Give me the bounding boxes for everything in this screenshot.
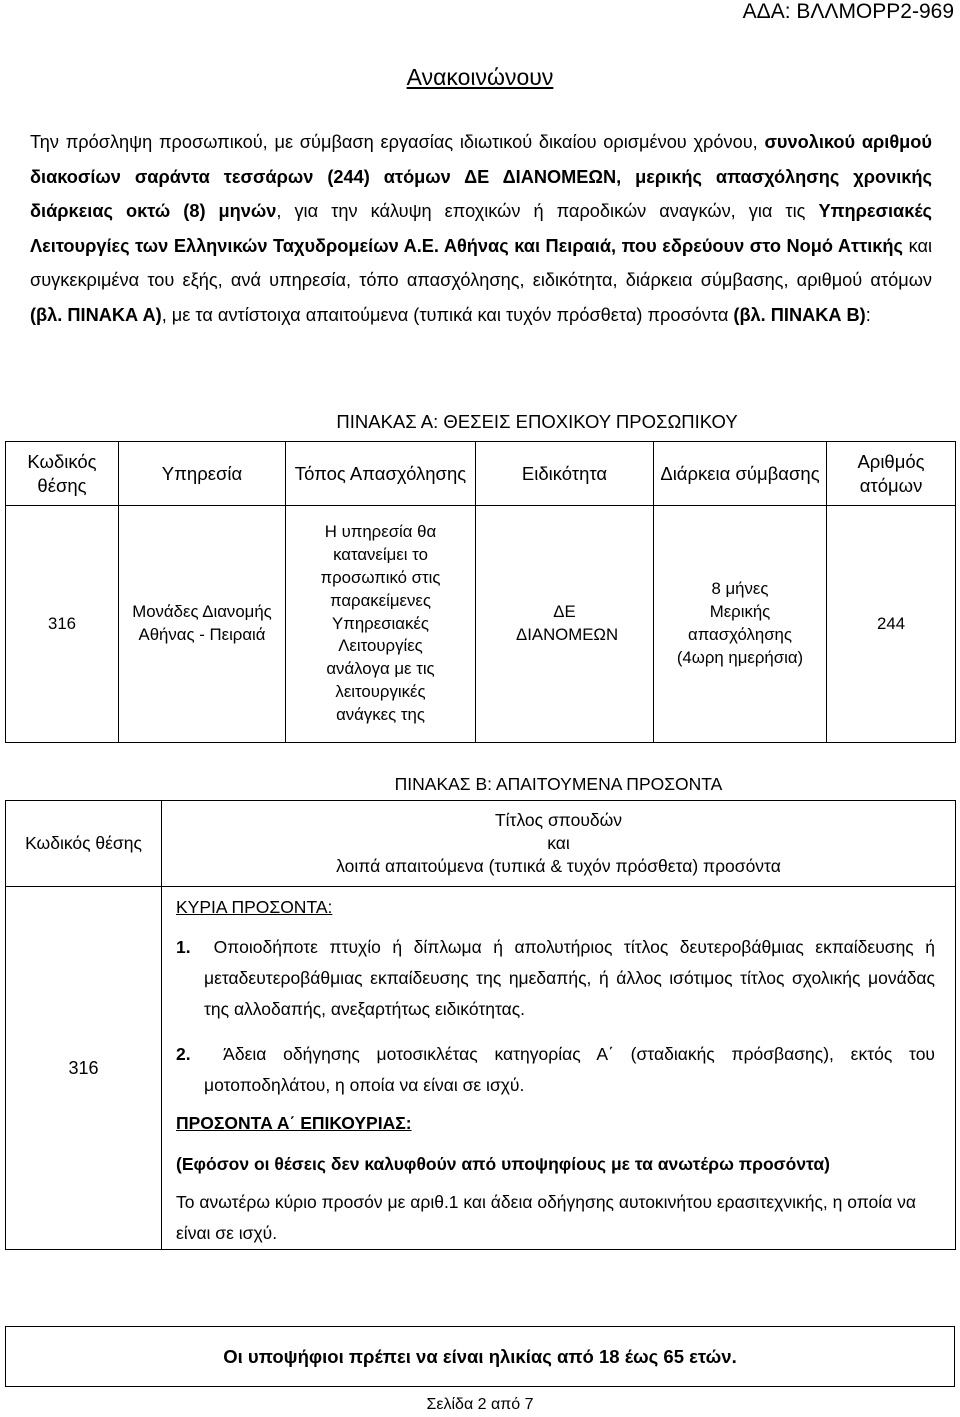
intro-bold-4: (βλ. ΠΙΝΑΚΑ Β) <box>733 304 866 325</box>
duration-line-3: (4ωρη ημερήσια) <box>676 647 804 667</box>
table-b-header-code: Κωδικός θέσης <box>6 801 162 887</box>
intro-text-4: , με τα αντίστοιχα απαιτούμενα (τυπικά και τυχόν πρόσθετα) προσόντα <box>161 304 734 325</box>
table-b-spacer <box>6 768 162 801</box>
item-1-number: 1. <box>176 937 191 957</box>
intro-text-3: και συγκεκριμένα του εξής, ανά υπηρεσία, τόπο απασχόλησης, ειδικότητα, διάρκεια σύμβασης, αριθμού ατόμων <box>30 235 932 290</box>
intro-text-5: : <box>865 304 871 325</box>
item-2-number: 2. <box>176 1044 191 1064</box>
page-number: Σελίδα 2 από 7 <box>426 1396 534 1413</box>
req-header-line-1: Τίτλος σπουδών <box>494 810 623 830</box>
table-a-cell-duration <box>654 506 827 743</box>
intro-bold-2: Υπηρεσιακές Λειτουργίες των Ελληνικών Ταχυδρομείων Α.Ε. Αθήνας και Πειραιά, που εδρεύουν στο Νομό Αττικής <box>30 201 932 256</box>
age-requirement-box: Οι υποψήφιοι πρέπει να είναι ηλικίας από 18 έως 65 ετών. <box>5 1326 955 1387</box>
secondary-qualifications-label: ΠΡΟΣΟΝΤΑ Α΄ ΕΠΙΚΟΥΡΙΑΣ: <box>176 1113 412 1133</box>
secondary-condition: (Εφόσον οι θέσεις δεν καλυφθούν από υποψηφίους με τα ανωτέρω προσόντα) <box>176 1154 830 1174</box>
secondary-text: Το ανωτέρω κύριο προσόν με αριθ.1 και άδεια οδήγησης αυτοκινήτου ερασιτεχνικής, η οποία να είναι σε ισχύ. <box>176 1192 916 1243</box>
table-b-cell-code: 316 <box>6 887 162 1250</box>
table-b-title: ΠΙΝΑΚΑΣ Β: ΑΠΑΙΤΟΥΜΕΝΑ ΠΡΟΣΟΝΤΑ <box>394 773 723 794</box>
table-a-header-count: Αριθμός ατόμων <box>827 442 956 506</box>
table-a-header-duration: Διάρκεια σύμβασης <box>654 442 827 506</box>
table-a-cell-specialty: ΔΕ ΔΙΑΝΟΜΕΩΝ <box>476 506 654 743</box>
table-a-title: ΠΙΝΑΚΑΣ Α: ΘΕΣΕΙΣ ΕΠΟΧΙΚΟΥ ΠΡΟΣΩΠΙΚΟΥ <box>336 411 738 432</box>
intro-text-1: Την πρόσληψη προσωπικού, με σύμβαση εργασίας ιδιωτικού δικαίου ορισμένου χρόνου, <box>30 132 765 152</box>
qualification-item-1 <box>176 932 935 1025</box>
intro-paragraph <box>30 125 932 332</box>
table-a-spacer <box>6 403 119 442</box>
table-a-cell-service: Μονάδες Διανομής Αθήνας - Πειραιά <box>119 506 286 743</box>
qualification-item-2 <box>176 1039 935 1101</box>
duration-line-2: Μερικής απασχόλησης <box>688 602 792 644</box>
table-a-cell-location: Η υπηρεσία θα κατανείμει το προσωπικό στις παρακείμενες Υπηρεσιακές Λειτουργίες ανάλογα με τις λειτουργικές ανάγκες της <box>286 506 476 743</box>
table-a-header-specialty: Ειδικότητα <box>476 442 654 506</box>
table-a-header-service: Υπηρεσία <box>119 442 286 506</box>
intro-bold-1: συνολικού αριθμού διακοσίων σαράντα τεσσάρων (244) ατόμων ΔΕ ΔΙΑΝΟΜΕΩΝ, μερικής απασχόλησης χρονικής διάρκειας οκτώ (8) μηνών <box>30 132 932 221</box>
table-a-header-code: Κωδικός θέσης <box>6 442 119 506</box>
item-2-text: Άδεια οδήγησης μοτοσικλέτας κατηγορίας Α΄ (σταδιακής πρόσβασης), εκτός του μοτοποδηλάτου, η οποία να είναι σε ισχύ. <box>204 1044 935 1095</box>
table-a-cell-count: 244 <box>827 506 956 743</box>
intro-bold-3: (βλ. ΠΙΝΑΚΑ Α) <box>30 304 162 325</box>
table-b-header-requirements <box>162 801 956 887</box>
main-qualifications-label: ΚΥΡΙΑ ΠΡΟΣΟΝΤΑ: <box>176 897 333 917</box>
req-header-line-3: λοιπά απαιτούμενα (τυπικά & τυχόν πρόσθετα) προσόντα <box>336 856 781 876</box>
table-a <box>5 403 956 743</box>
item-1-text: Οποιοδήποτε πτυχίο ή δίπλωμα ή απολυτήριος τίτλος δευτεροβάθμιας εκπαίδευσης ή μεταδευτεροβάθμιας εκπαίδευσης της ημεδαπής, ή άλλος ισότιμος τίτλος σχολικής μονάδας της αλλοδαπής, ανεξαρτήτως ειδικότητας. <box>204 937 935 1019</box>
table-row <box>6 506 956 743</box>
table-b-cell-requirements <box>162 887 956 1250</box>
intro-text-2: , για την κάλυψη εποχικών ή παροδικών αναγκών, για τις <box>276 201 819 221</box>
duration-line-1: 8 μήνες <box>711 579 769 599</box>
table-a-header-location: Τόπος Απασχόλησης <box>286 442 476 506</box>
table-b <box>5 768 956 1250</box>
page-title: Ανακοινώνουν <box>406 64 554 90</box>
req-header-line-2: και <box>547 833 570 853</box>
ada-code: ΑΔΑ: ΒΛΛΜΟΡΡ2-969 <box>742 0 954 23</box>
table-row <box>6 887 956 1250</box>
table-a-cell-code: 316 <box>6 506 119 743</box>
